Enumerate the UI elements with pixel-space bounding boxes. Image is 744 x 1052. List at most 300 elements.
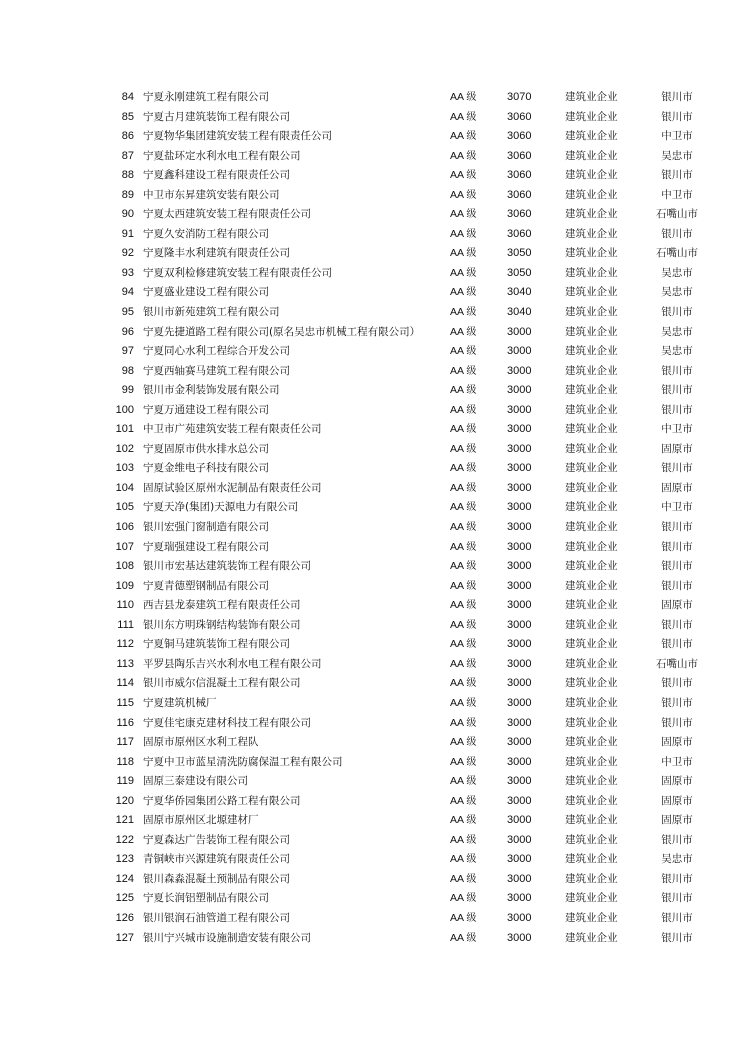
row-number: 96	[121, 325, 134, 338]
table-row	[110, 655, 710, 675]
table-row	[110, 596, 710, 616]
company-name: 银川东方明珠钢结构装饰有限公司	[143, 618, 301, 631]
credit-grade	[450, 147, 476, 167]
enterprise-type: 建筑业企业	[565, 814, 618, 827]
table-row	[110, 518, 710, 538]
grade-value: AA	[450, 169, 464, 182]
credit-grade	[450, 811, 476, 831]
city: 银川市	[661, 892, 693, 905]
row-number: 93	[121, 266, 134, 279]
company-name: 宁夏固原市供水排水总公司	[143, 442, 269, 455]
enterprise-type: 建筑业企业	[565, 345, 618, 358]
table-row	[110, 440, 710, 460]
company-name: 宁夏建筑机械厂	[143, 696, 217, 709]
enterprise-type: 建筑业企业	[565, 540, 618, 553]
credit-score: 3000	[507, 521, 532, 534]
credit-grade	[450, 303, 476, 323]
table-row	[110, 616, 710, 636]
city: 石嘴山市	[656, 247, 698, 260]
credit-score: 3060	[507, 169, 532, 182]
credit-score: 3000	[507, 481, 532, 494]
credit-grade	[450, 283, 476, 303]
row-number: 101	[115, 423, 134, 436]
enterprise-type: 建筑业企业	[565, 755, 618, 768]
grade-value: AA	[450, 345, 464, 358]
row-number: 121	[115, 814, 134, 827]
grade-unit: 级	[466, 580, 477, 592]
company-name: 西吉县龙泰建筑工程有限责任公司	[143, 599, 301, 612]
grade-unit: 级	[466, 463, 477, 475]
table-row	[110, 694, 710, 714]
credit-score: 3060	[507, 188, 532, 201]
table-row	[110, 811, 710, 831]
enterprise-type: 建筑业企业	[565, 130, 618, 143]
company-name: 银川银润石油管道工程有限公司	[143, 911, 290, 924]
credit-score: 3040	[507, 306, 532, 319]
company-name: 宁夏太西建筑安装工程有限责任公司	[143, 208, 311, 221]
row-number: 87	[121, 149, 134, 162]
row-number: 107	[115, 540, 134, 553]
credit-grade	[450, 479, 476, 499]
enterprise-type: 建筑业企业	[565, 227, 618, 240]
grade-unit: 级	[466, 228, 477, 240]
credit-score: 3000	[507, 775, 532, 788]
credit-grade	[450, 753, 476, 773]
row-number: 108	[115, 560, 134, 573]
company-name: 宁夏中卫市蓝星清洗防腐保温工程有限公司	[143, 755, 343, 768]
credit-grade	[450, 108, 476, 128]
company-name: 中卫市广苑建筑安装工程有限责任公司	[143, 423, 322, 436]
row-number: 85	[121, 110, 134, 123]
table-row	[110, 792, 710, 812]
enterprise-type: 建筑业企业	[565, 266, 618, 279]
credit-score: 3060	[507, 149, 532, 162]
credit-score: 3000	[507, 853, 532, 866]
grade-value: AA	[450, 325, 464, 338]
company-name: 宁夏隆丰水利建筑有限责任公司	[143, 247, 290, 260]
grade-unit: 级	[466, 326, 477, 338]
credit-score: 3000	[507, 872, 532, 885]
grade-unit: 级	[466, 619, 477, 631]
credit-rating-table	[110, 88, 710, 948]
company-name: 宁夏久安消防工程有限公司	[143, 227, 269, 240]
grade-value: AA	[450, 657, 464, 670]
credit-grade	[450, 244, 476, 264]
city: 石嘴山市	[656, 657, 698, 670]
city: 吴忠市	[661, 345, 693, 358]
grade-unit: 级	[466, 385, 477, 397]
grade-value: AA	[450, 462, 464, 475]
credit-score: 3000	[507, 716, 532, 729]
grade-value: AA	[450, 579, 464, 592]
city: 银川市	[661, 462, 693, 475]
row-number: 95	[121, 306, 134, 319]
enterprise-type: 建筑业企业	[565, 736, 618, 749]
enterprise-type: 建筑业企业	[565, 442, 618, 455]
city: 中卫市	[661, 501, 693, 514]
enterprise-type: 建筑业企业	[565, 872, 618, 885]
company-name: 宁夏永刚建筑工程有限公司	[143, 91, 269, 103]
credit-score: 3060	[507, 208, 532, 221]
city: 银川市	[661, 227, 693, 240]
credit-score: 3000	[507, 911, 532, 924]
row-number: 91	[121, 227, 134, 240]
company-name: 宁夏瑞强建设工程有限公司	[143, 540, 269, 553]
table-row	[110, 714, 710, 734]
credit-grade	[450, 596, 476, 616]
company-name: 宁夏天净(集团)天源电力有限公司	[143, 501, 299, 514]
credit-grade	[450, 772, 476, 792]
row-number: 92	[121, 247, 134, 260]
grade-unit: 级	[466, 131, 477, 143]
grade-value: AA	[450, 618, 464, 631]
table-row	[110, 127, 710, 147]
row-number: 122	[115, 833, 134, 846]
city: 吴忠市	[661, 266, 693, 279]
enterprise-type: 建筑业企业	[565, 911, 618, 924]
company-name: 固原试验区原州水泥制品有限责任公司	[143, 481, 322, 494]
credit-grade	[450, 792, 476, 812]
company-name: 宁夏长润铝塑制品有限公司	[143, 892, 269, 905]
enterprise-type: 建筑业企业	[565, 364, 618, 377]
table-row	[110, 88, 710, 108]
grade-value: AA	[450, 911, 464, 924]
row-number: 84	[121, 91, 134, 103]
grade-value: AA	[450, 716, 464, 729]
enterprise-type: 建筑业企业	[565, 579, 618, 592]
table-row	[110, 538, 710, 558]
grade-value: AA	[450, 149, 464, 162]
credit-grade	[450, 127, 476, 147]
row-number: 103	[115, 462, 134, 475]
enterprise-type: 建筑业企业	[565, 794, 618, 807]
credit-grade	[450, 381, 476, 401]
enterprise-type: 建筑业企业	[565, 931, 618, 944]
company-name: 宁夏万通建设工程有限公司	[143, 403, 269, 416]
enterprise-type: 建筑业企业	[565, 188, 618, 201]
enterprise-type: 建筑业企业	[565, 892, 618, 905]
city: 银川市	[661, 618, 693, 631]
grade-unit: 级	[466, 287, 477, 299]
credit-score: 3000	[507, 325, 532, 338]
grade-unit: 级	[466, 209, 477, 221]
credit-grade	[450, 733, 476, 753]
row-number: 127	[115, 931, 134, 944]
row-number: 113	[116, 657, 134, 670]
enterprise-type: 建筑业企业	[565, 657, 618, 670]
row-number: 99	[121, 384, 134, 397]
grade-value: AA	[450, 110, 464, 123]
grade-unit: 级	[466, 522, 477, 534]
enterprise-type: 建筑业企业	[565, 501, 618, 514]
enterprise-type: 建筑业企业	[565, 599, 618, 612]
enterprise-type: 建筑业企业	[565, 696, 618, 709]
enterprise-type: 建筑业企业	[565, 853, 618, 866]
enterprise-type: 建筑业企业	[565, 110, 618, 123]
grade-unit: 级	[466, 150, 477, 162]
credit-grade	[450, 538, 476, 558]
enterprise-type: 建筑业企业	[565, 247, 618, 260]
row-number: 111	[117, 618, 134, 631]
grade-unit: 级	[466, 307, 477, 319]
grade-unit: 级	[466, 639, 477, 651]
credit-grade	[450, 714, 476, 734]
table-row	[110, 244, 710, 264]
company-name: 宁夏金维电子科技有限公司	[143, 462, 269, 475]
grade-unit: 级	[466, 404, 477, 416]
city: 石嘴山市	[656, 208, 698, 221]
grade-unit: 级	[466, 795, 477, 807]
grade-unit: 级	[466, 111, 477, 123]
company-name: 宁夏佳宅康克建材科技工程有限公司	[143, 716, 311, 729]
credit-score: 3000	[507, 794, 532, 807]
grade-value: AA	[450, 266, 464, 279]
credit-score: 3000	[507, 892, 532, 905]
credit-grade	[450, 616, 476, 636]
company-name: 固原市原州区北塬建材厂	[143, 814, 259, 827]
company-name: 固原市原州区水利工程队	[143, 736, 259, 749]
city: 固原市	[661, 814, 693, 827]
row-number: 119	[116, 775, 134, 788]
company-name: 宁夏华侨园集团公路工程有限公司	[143, 794, 301, 807]
table-row	[110, 205, 710, 225]
city: 银川市	[661, 911, 693, 924]
city: 银川市	[661, 638, 693, 651]
credit-grade	[450, 870, 476, 890]
city: 银川市	[661, 91, 693, 103]
grade-value: AA	[450, 599, 464, 612]
credit-score: 3000	[507, 501, 532, 514]
enterprise-type: 建筑业企业	[565, 423, 618, 436]
table-row	[110, 557, 710, 577]
table-row	[110, 362, 710, 382]
row-number: 110	[116, 599, 134, 612]
company-name: 银川市威尔信混凝土工程有限公司	[143, 677, 301, 690]
credit-grade	[450, 674, 476, 694]
company-name: 宁夏同心水利工程综合开发公司	[143, 345, 290, 358]
row-number: 97	[121, 345, 134, 358]
company-name: 宁夏青德塑钢制品有限公司	[143, 579, 269, 592]
credit-score: 3000	[507, 462, 532, 475]
company-name: 宁夏西轴赛马建筑工程有限公司	[143, 364, 290, 377]
grade-value: AA	[450, 794, 464, 807]
grade-value: AA	[450, 560, 464, 573]
enterprise-type: 建筑业企业	[565, 716, 618, 729]
city: 银川市	[661, 384, 693, 397]
credit-grade	[450, 498, 476, 518]
credit-grade	[450, 88, 476, 108]
credit-score: 3000	[507, 345, 532, 358]
row-number: 126	[115, 911, 134, 924]
credit-score: 3060	[507, 227, 532, 240]
credit-grade	[450, 518, 476, 538]
grade-value: AA	[450, 501, 464, 514]
row-number: 116	[116, 716, 134, 729]
grade-value: AA	[450, 872, 464, 885]
table-row	[110, 303, 710, 323]
table-row	[110, 479, 710, 499]
table-row	[110, 889, 710, 909]
credit-score: 3000	[507, 931, 532, 944]
grade-value: AA	[450, 91, 464, 103]
grade-unit: 级	[466, 561, 477, 573]
company-name: 银川市新苑建筑工程有限公司	[143, 306, 280, 319]
grade-value: AA	[450, 814, 464, 827]
enterprise-type: 建筑业企业	[565, 462, 618, 475]
enterprise-type: 建筑业企业	[565, 149, 618, 162]
credit-score: 3000	[507, 579, 532, 592]
grade-unit: 级	[466, 424, 477, 436]
row-number: 123	[115, 853, 134, 866]
city: 吴忠市	[661, 149, 693, 162]
city: 吴忠市	[661, 325, 693, 338]
row-number: 89	[121, 188, 134, 201]
city: 银川市	[661, 677, 693, 690]
city: 中卫市	[661, 423, 693, 436]
city: 固原市	[661, 481, 693, 494]
city: 银川市	[661, 110, 693, 123]
company-name: 银川宁兴城市设施制造安装有限公司	[143, 931, 311, 944]
enterprise-type: 建筑业企业	[565, 403, 618, 416]
row-number: 90	[121, 208, 134, 221]
table-row	[110, 929, 710, 949]
grade-unit: 级	[466, 482, 477, 494]
row-number: 115	[116, 696, 134, 709]
credit-score: 3000	[507, 696, 532, 709]
company-name: 宁夏森达广告装饰工程有限公司	[143, 833, 290, 846]
grade-value: AA	[450, 931, 464, 944]
enterprise-type: 建筑业企业	[565, 169, 618, 182]
city: 银川市	[661, 169, 693, 182]
row-number: 102	[115, 442, 134, 455]
credit-score: 3040	[507, 286, 532, 299]
table-row	[110, 733, 710, 753]
city: 银川市	[661, 872, 693, 885]
grade-value: AA	[450, 638, 464, 651]
credit-grade	[450, 889, 476, 909]
enterprise-type: 建筑业企业	[565, 833, 618, 846]
table-row	[110, 498, 710, 518]
table-row	[110, 674, 710, 694]
credit-score: 3000	[507, 384, 532, 397]
credit-score: 3070	[507, 91, 532, 103]
enterprise-type: 建筑业企业	[565, 638, 618, 651]
grade-value: AA	[450, 247, 464, 260]
table-row	[110, 381, 710, 401]
grade-value: AA	[450, 130, 464, 143]
credit-grade	[450, 635, 476, 655]
credit-score: 3000	[507, 736, 532, 749]
credit-score: 3000	[507, 814, 532, 827]
city: 固原市	[661, 775, 693, 788]
row-number: 104	[115, 481, 134, 494]
table-row	[110, 186, 710, 206]
grade-value: AA	[450, 853, 464, 866]
table-row	[110, 909, 710, 929]
city: 银川市	[661, 521, 693, 534]
city: 银川市	[661, 833, 693, 846]
enterprise-type: 建筑业企业	[565, 306, 618, 319]
credit-grade	[450, 166, 476, 186]
grade-unit: 级	[466, 658, 477, 670]
row-number: 98	[121, 364, 134, 377]
table-row	[110, 870, 710, 890]
grade-value: AA	[450, 481, 464, 494]
grade-unit: 级	[466, 737, 477, 749]
credit-grade	[450, 362, 476, 382]
grade-value: AA	[450, 521, 464, 534]
grade-value: AA	[450, 208, 464, 221]
credit-grade	[450, 401, 476, 421]
credit-grade	[450, 186, 476, 206]
grade-unit: 级	[466, 893, 477, 905]
city: 固原市	[661, 442, 693, 455]
table-row	[110, 147, 710, 167]
company-name: 宁夏双利检修建筑安装工程有限责任公司	[143, 266, 332, 279]
grade-unit: 级	[466, 267, 477, 279]
credit-score: 3000	[507, 618, 532, 631]
row-number: 106	[115, 521, 134, 534]
city: 银川市	[661, 403, 693, 416]
grade-value: AA	[450, 755, 464, 768]
row-number: 109	[115, 579, 134, 592]
city: 银川市	[661, 306, 693, 319]
city: 银川市	[661, 931, 693, 944]
row-number: 120	[115, 794, 134, 807]
company-name: 宁夏先捷道路工程有限公司(原名吴忠市机械工程有限公司）	[143, 325, 421, 338]
grade-unit: 级	[466, 189, 477, 201]
grade-unit: 级	[466, 717, 477, 729]
company-name: 银川市宏基达建筑装饰工程有限公司	[143, 560, 311, 573]
table-row	[110, 225, 710, 245]
grade-value: AA	[450, 306, 464, 319]
company-name: 银川森淼混凝土预制品有限公司	[143, 872, 290, 885]
table-row	[110, 108, 710, 128]
grade-value: AA	[450, 364, 464, 377]
credit-grade	[450, 831, 476, 851]
company-name: 固原三泰建设有限公司	[143, 775, 248, 788]
company-name: 宁夏物华集团建筑安装工程有限责任公司	[143, 130, 332, 143]
company-name: 宁夏盛业建设工程有限公司	[143, 286, 269, 299]
grade-value: AA	[450, 696, 464, 709]
grade-unit: 级	[466, 756, 477, 768]
table-row	[110, 342, 710, 362]
company-name: 宁夏古月建筑装饰工程有限公司	[143, 110, 290, 123]
credit-score: 3060	[507, 130, 532, 143]
grade-unit: 级	[466, 502, 477, 514]
row-number: 125	[115, 892, 134, 905]
enterprise-type: 建筑业企业	[565, 560, 618, 573]
credit-grade	[450, 420, 476, 440]
city: 银川市	[661, 696, 693, 709]
city: 中卫市	[661, 130, 693, 143]
table-row	[110, 283, 710, 303]
city: 固原市	[661, 794, 693, 807]
enterprise-type: 建筑业企业	[565, 208, 618, 221]
grade-value: AA	[450, 188, 464, 201]
enterprise-type: 建筑业企业	[565, 677, 618, 690]
row-number: 124	[115, 872, 134, 885]
grade-value: AA	[450, 892, 464, 905]
enterprise-type: 建筑业企业	[565, 91, 618, 103]
enterprise-type: 建筑业企业	[565, 481, 618, 494]
grade-unit: 级	[466, 912, 477, 924]
grade-value: AA	[450, 384, 464, 397]
grade-unit: 级	[466, 92, 477, 103]
row-number: 105	[115, 501, 134, 514]
row-number: 94	[121, 286, 134, 299]
credit-score: 3000	[507, 442, 532, 455]
